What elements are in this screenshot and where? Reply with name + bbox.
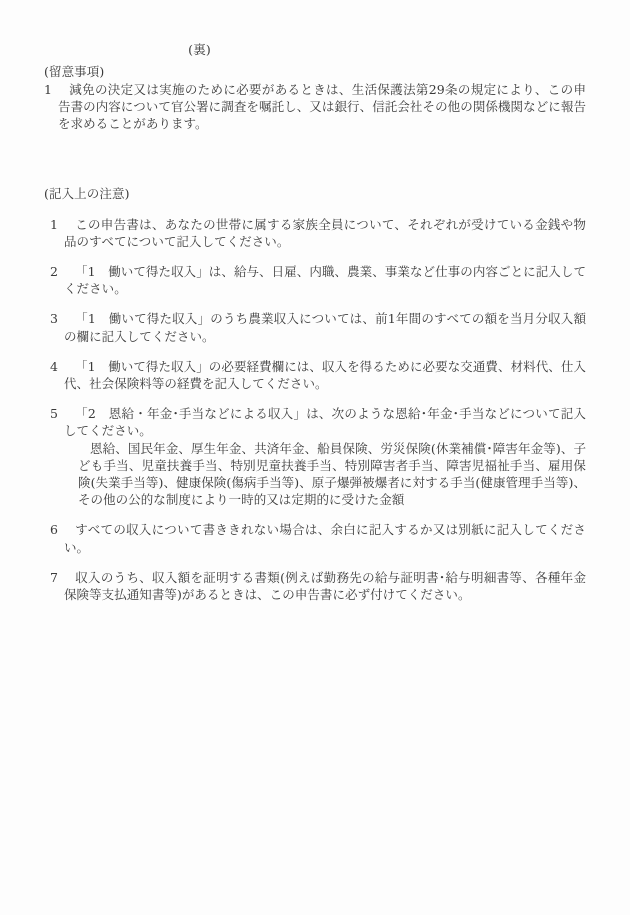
entry-item-3-text — [64, 310, 586, 344]
entry-item-2-text — [64, 263, 586, 297]
notice-item-1-body: 減免の決定又は実施のために必要があるときは、生活保護法第29条の規定により、この申告書の内容について官公署に調査を嘱託し、又は銀行、信託会社その他の関係機関などに報告を求めることがあります。 — [58, 82, 586, 132]
entry-item-5-body: 「2 恩給・年金･手当などによる収入」は、次のような恩給･年金･手当などについて記入してください。 — [64, 406, 586, 439]
entry-item-6-body: すべての収入について書ききれない場合は、余白に記入するか又は別紙に記入してください。 — [64, 522, 586, 555]
entry-item-5-number: 5 — [50, 406, 59, 422]
section-entry-heading: (記入上の注意) — [44, 185, 130, 201]
item-space — [50, 508, 586, 521]
entry-item-4-body: 「1 働いて得た収入」の必要経費欄には、収入を得るために必要な交通費、材料代、仕入代、社会保険料等の経費を記入してください。 — [64, 358, 586, 392]
entry-item-5-text — [64, 405, 586, 439]
entry-item-1-body: この申告書は、あなたの世帯に属する家族全員について、それぞれが受けている金銭や物品のすべてについて記入してください。 — [64, 216, 586, 249]
page-side-mark — [44, 42, 586, 58]
entry-item-2 — [50, 263, 586, 297]
section-notice — [44, 63, 586, 133]
entry-item-4-number: 4 — [50, 358, 59, 374]
entry-item-3 — [50, 310, 586, 344]
notice-item-1-text — [58, 81, 586, 133]
item-space — [50, 297, 586, 310]
entry-instruction-list — [44, 216, 586, 604]
entry-item-7-number: 7 — [50, 569, 59, 585]
entry-item-2-number: 2 — [50, 264, 59, 280]
section-divider-space — [44, 133, 586, 185]
entry-item-7-text — [64, 569, 586, 603]
entry-item-7-body: 収入のうち、収入額を証明する書類(例えば勤務先の給与証明書･給与明細書等、各種年金保険等支払通知書等)があるときは、この申告書に必ず付けてください。 — [64, 569, 586, 603]
notice-item-1-number: 1 — [44, 82, 53, 97]
entry-item-1 — [50, 216, 586, 250]
section-notice-heading: (留意事項) — [44, 64, 105, 79]
entry-item-4 — [50, 358, 586, 392]
item-space — [50, 250, 586, 263]
section-entry-instructions — [44, 185, 586, 604]
entry-item-5 — [50, 405, 586, 439]
page-side-mark-text: (裏) — [188, 42, 212, 57]
item-space — [50, 392, 586, 405]
entry-item-3-number: 3 — [50, 311, 59, 327]
entry-item-5-subparagraph: 恩給、国民年金、厚生年金、共済年金、船員保険、労災保険(休業補償･障害年金等)、子ども手当、児童扶養手当、特別児童扶養手当、特別障害者手当、障害児福祉手当、雇用保険(失業手当等)、健康保険(傷病手当等)、原子爆弾被爆者に対する手当(健康管理手当等)、その他の公的な制度により一時的又は定期的に受けた金額 — [78, 440, 586, 508]
entry-item-7 — [50, 569, 586, 603]
entry-item-6-text — [64, 521, 586, 555]
entry-item-6 — [50, 521, 586, 555]
item-space — [50, 556, 586, 569]
heading-space — [44, 203, 586, 216]
entry-item-4-text — [64, 358, 586, 392]
entry-item-3-body: 「1 働いて得た収入」のうち農業収入については、前1年間のすべての額を当月分収入額の欄に記入してください。 — [64, 311, 586, 344]
entry-item-1-number: 1 — [50, 216, 59, 232]
notice-item-1 — [44, 81, 586, 133]
item-space — [50, 345, 586, 358]
entry-item-1-text — [64, 216, 586, 250]
entry-item-2-body: 「1 働いて得た収入」は、給与、日雇、内職、農業、事業など仕事の内容ごとに記入してください。 — [64, 264, 586, 297]
entry-item-6-number: 6 — [50, 522, 59, 538]
